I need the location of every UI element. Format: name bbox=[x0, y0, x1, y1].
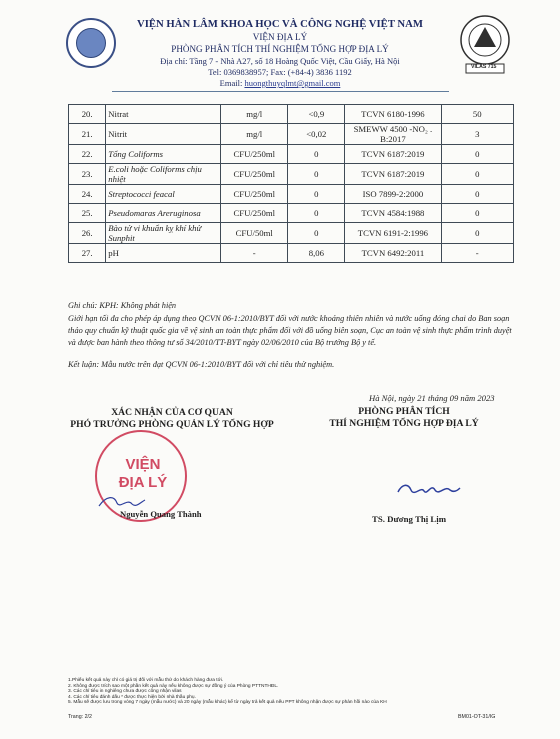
header-divider bbox=[112, 91, 449, 92]
right-title-line-1: PHÒNG PHÂN TÍCH bbox=[358, 406, 450, 417]
row-number-cell: 25. bbox=[69, 204, 106, 223]
table-row bbox=[69, 145, 514, 164]
footer-line: 2. Không được trích sao một phần kết quả này nếu không được sự đồng ý của Phòng PTTNTHĐL. bbox=[68, 683, 279, 689]
limit-cell: 0 bbox=[441, 185, 513, 204]
unit-cell: mg/l bbox=[221, 105, 288, 124]
table-row bbox=[69, 124, 514, 145]
limit-cell: - bbox=[441, 244, 513, 263]
phone-fax: Tel: 0369838957; Fax: (+84-4) 3836 1192 bbox=[208, 67, 352, 77]
unit-cell: CFU/250ml bbox=[221, 164, 288, 185]
unit-cell: CFU/250ml bbox=[221, 185, 288, 204]
result-cell: 0 bbox=[288, 223, 345, 244]
limit-cell: 0 bbox=[441, 204, 513, 223]
note-conclusion: Kết luận: Mẫu nước trên đạt QCVN 06-1:2010/BYT đối với chỉ tiêu thử nghiệm. bbox=[68, 360, 335, 369]
row-number-cell: 22. bbox=[69, 145, 106, 164]
left-signer-name: Nguyễn Quang Thành bbox=[120, 509, 202, 519]
method-cell: TCVN 6187:2019 bbox=[345, 164, 441, 185]
stamp-text: VIỆN ĐỊA LÝ bbox=[118, 456, 168, 491]
table-row bbox=[69, 185, 514, 204]
right-signature-title bbox=[306, 406, 502, 430]
note-limit: Giới hạn tối đa cho phép áp dụng theo QCVN 06-1:2010/BYT đối với nước khoáng thiên nhiên và nước uống đóng chai do Ban soạn thảo quy chuẩn kỹ thuật quốc gia về vệ sinh an toàn thực phẩm đối với đồ uống biên soạn, Cục an toàn vệ sinh thực phẩm trình duyệt và được ban hành theo thông tư số 34/2010/TT-BYT ngày 02/06/2010 của Bộ trưởng Bộ y tế. bbox=[68, 314, 512, 347]
unit-cell: CFU/250ml bbox=[221, 204, 288, 223]
left-title-line-2: PHÓ TRƯỞNG PHÒNG QUẢN LÝ TỔNG HỢP bbox=[70, 419, 274, 430]
left-signature-title bbox=[52, 407, 292, 431]
institute-logo bbox=[66, 18, 116, 68]
table-row bbox=[69, 244, 514, 263]
method-cell: TCVN 6191-2:1996 bbox=[345, 223, 441, 244]
result-cell: 0 bbox=[288, 204, 345, 223]
sub-institute: VIỆN ĐỊA LÝ bbox=[252, 32, 308, 42]
vilas-badge: VILAS 715 bbox=[471, 64, 497, 70]
footer-line: 1.Phiếu kết quả này chỉ có giá trị đối với mẫu thử do khách hàng đưa tới. bbox=[68, 678, 224, 683]
parameter-name-cell: Bào tử vi khuẩn kỵ khí khử Sunphit bbox=[106, 223, 221, 244]
parameter-name-cell: Streptococci feacal bbox=[106, 185, 221, 204]
method-cell: TCVN 6492:2011 bbox=[345, 244, 441, 263]
footer-line: 3. Các chỉ tiêu in nghiêng chưa được công nhận vilas bbox=[68, 689, 182, 695]
unit-cell: CFU/250ml bbox=[221, 145, 288, 164]
parameter-name-cell: E.coli hoặc Coliforms chịu nhiệt bbox=[106, 164, 221, 185]
note-kph: Ghi chú: KPH: Không phát hiện bbox=[68, 301, 177, 310]
unit-cell: - bbox=[221, 244, 288, 263]
result-cell: 0 bbox=[288, 185, 345, 204]
document-code: BM01-OT-31/IG bbox=[458, 714, 496, 720]
limit-cell: 50 bbox=[441, 105, 513, 124]
result-cell: 0 bbox=[288, 164, 345, 185]
email-line bbox=[120, 78, 440, 88]
globe-icon bbox=[76, 28, 106, 58]
parameter-name-cell: Nitrat bbox=[106, 105, 221, 124]
method-cell: SMEWW 4500 -NO₂ . B:2017 bbox=[345, 124, 441, 145]
parameter-name-cell: Pseudomaras Areruginosa bbox=[106, 204, 221, 223]
left-signature bbox=[96, 488, 148, 511]
right-signer-name: TS. Dương Thị Lịm bbox=[372, 514, 447, 524]
row-number-cell: 24. bbox=[69, 185, 106, 204]
row-number-cell: 26. bbox=[69, 223, 106, 244]
footer-line: 5. Mẫu sẽ được lưu trong vòng 7 ngày (mẫu nước) và 20 ngày (mẫu khác) kể từ ngày trả kết quả nếu PPT không nhận được sự phàn hồi nào của KH bbox=[68, 700, 387, 706]
unit-cell: mg/l bbox=[221, 124, 288, 145]
address: Địa chỉ: Tầng 7 - Nhà A27, số 18 Hoàng Quốc Việt, Cầu Giấy, Hà Nội bbox=[160, 56, 400, 66]
limit-cell: 3 bbox=[441, 124, 513, 145]
email-link[interactable]: huongthuyqlmt@gmail.com bbox=[244, 78, 341, 88]
method-cell: TCVN 6187:2019 bbox=[345, 145, 441, 164]
page-number: Trang: 2/2 bbox=[68, 714, 92, 720]
footer-line: 4. Các chỉ tiêu đánh dấu * được thực hiện bởi nhà thầu phụ. bbox=[68, 694, 196, 700]
right-signature bbox=[396, 474, 462, 500]
method-cell: ISO 7899-2:2000 bbox=[345, 185, 441, 204]
institute-name: VIỆN HÀN LÂM KHOA HỌC VÀ CÔNG NGHỆ VIỆT NAM bbox=[137, 18, 423, 30]
result-cell: 8,06 bbox=[288, 244, 345, 263]
result-cell: 0 bbox=[288, 145, 345, 164]
right-title-line-2: THÍ NGHIỆM TỔNG HỢP ĐỊA LÝ bbox=[329, 418, 479, 429]
parameter-name-cell: Nitrit bbox=[106, 124, 221, 145]
limit-cell: 0 bbox=[441, 145, 513, 164]
table-row bbox=[69, 105, 514, 124]
row-number-cell: 23. bbox=[69, 164, 106, 185]
parameter-name-cell: Tổng Coliforms bbox=[106, 145, 221, 164]
result-cell: <0,02 bbox=[288, 124, 345, 145]
row-number-cell: 21. bbox=[69, 124, 106, 145]
table-row bbox=[69, 223, 514, 244]
limit-cell: 0 bbox=[441, 164, 513, 185]
table-row bbox=[69, 204, 514, 223]
unit-cell: CFU/50ml bbox=[221, 223, 288, 244]
method-cell: TCVN 4584:1988 bbox=[345, 204, 441, 223]
parameter-name-cell: pH bbox=[106, 244, 221, 263]
row-number-cell: 20. bbox=[69, 105, 106, 124]
row-number-cell: 27. bbox=[69, 244, 106, 263]
email-label: Email: bbox=[219, 78, 245, 88]
lab-name: PHÒNG PHÂN TÍCH THÍ NGHIỆM TỔNG HỢP ĐỊA LÝ bbox=[171, 44, 389, 54]
method-cell: TCVN 6180-1996 bbox=[345, 105, 441, 124]
results-table bbox=[68, 104, 514, 263]
footer-notes bbox=[68, 678, 514, 706]
result-cell: <0,9 bbox=[288, 105, 345, 124]
limit-cell: 0 bbox=[441, 223, 513, 244]
issue-date: Hà Nội, ngày 21 tháng 09 năm 2023 bbox=[369, 393, 495, 403]
table-row bbox=[69, 164, 514, 185]
left-title-line-1: XÁC NHẬN CỦA CƠ QUAN bbox=[111, 407, 233, 418]
